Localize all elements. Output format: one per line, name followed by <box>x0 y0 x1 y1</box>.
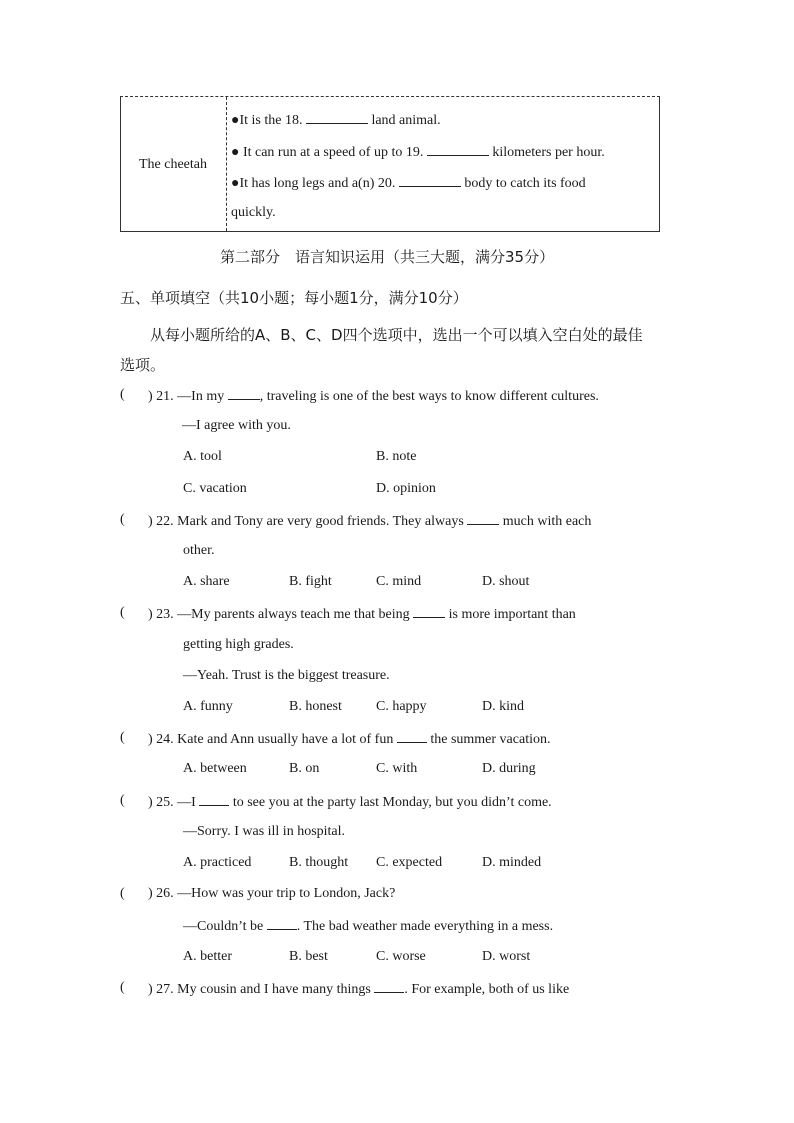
option-d[interactable]: D. kind <box>482 699 524 714</box>
answer-paren[interactable]: ( <box>120 512 125 527</box>
option-b[interactable]: B. honest <box>289 699 342 714</box>
option-c[interactable]: C. worse <box>376 949 426 964</box>
answer-blank-19[interactable] <box>427 143 489 156</box>
table-animal-cell: The cheetah <box>138 157 207 172</box>
answer-paren[interactable]: ( <box>120 387 125 402</box>
option-b[interactable]: B. best <box>289 949 328 964</box>
question-stem: ) 26. —How was your trip to London, Jack? <box>148 886 396 901</box>
answer-blank-20[interactable] <box>399 174 461 187</box>
table-bullet-18: ●It is the 18. land animal. <box>231 113 441 128</box>
option-d[interactable]: D. minded <box>482 855 542 870</box>
question-blank <box>467 512 499 525</box>
question-stem: ) 25. —I to see you at the party last Monday, but you didn’t come. <box>148 795 552 810</box>
part2-title: 第二部分 语言知识运用（共三大题，满分35分） <box>220 248 555 266</box>
question-blank <box>397 730 427 743</box>
option-a[interactable]: A. funny <box>183 699 233 714</box>
question-stem: ) 22. Mark and Tony are very good friends. They always much with each <box>148 514 592 529</box>
question-blank <box>199 793 229 806</box>
option-d[interactable]: D. shout <box>482 574 530 589</box>
question-stem-cont: getting high grades. <box>183 637 294 652</box>
section5-instruction-line1: 从每小题所给的A、B、C、D四个选项中，选出一个可以填入空白处的最佳 <box>150 326 643 344</box>
answer-paren[interactable]: ( <box>120 730 125 745</box>
option-c[interactable]: C. happy <box>376 699 427 714</box>
option-b[interactable]: B. note <box>376 449 417 464</box>
question-blank <box>374 980 404 993</box>
option-b[interactable]: B. on <box>289 761 320 776</box>
answer-paren[interactable]: ( <box>120 980 125 995</box>
section5-title: 五、单项填空（共10小题；每小题1分，满分10分） <box>120 289 468 307</box>
option-b[interactable]: B. thought <box>289 855 349 870</box>
question-stem: ) 21. —In my , traveling is one of the best ways to know different cultures. <box>148 389 599 404</box>
question-blank <box>228 387 260 400</box>
question-reply: —I agree with you. <box>182 418 291 433</box>
option-a[interactable]: A. practiced <box>183 855 252 870</box>
table-bullet-20-cont: quickly. <box>231 205 276 220</box>
question-reply: —Sorry. I was ill in hospital. <box>183 824 346 839</box>
option-c[interactable]: C. vacation <box>183 481 247 496</box>
option-d[interactable]: D. during <box>482 761 536 776</box>
option-c[interactable]: C. with <box>376 761 418 776</box>
question-stem-cont: other. <box>183 543 215 558</box>
question-stem: ) 24. Kate and Ann usually have a lot of fun the summer vacation. <box>148 732 551 747</box>
option-d[interactable]: D. worst <box>482 949 531 964</box>
answer-paren[interactable]: ( <box>120 605 125 620</box>
table-bullet-20: ●It has long legs and a(n) 20. body to catch its food <box>231 176 586 191</box>
table-bullet-19: ● It can run at a speed of up to 19. kilometers per hour. <box>231 145 605 160</box>
option-a[interactable]: A. tool <box>183 449 222 464</box>
option-d[interactable]: D. opinion <box>376 481 436 496</box>
option-c[interactable]: C. mind <box>376 574 422 589</box>
option-b[interactable]: B. fight <box>289 574 332 589</box>
question-stem: ) 23. —My parents always teach me that being is more important than <box>148 607 576 622</box>
answer-blank-18[interactable] <box>306 111 368 124</box>
question-stem: ) 27. My cousin and I have many things . For example, both of us like <box>148 982 570 997</box>
section5-instruction-line2: 选项。 <box>120 356 166 374</box>
table-divider <box>226 97 227 231</box>
option-c[interactable]: C. expected <box>376 855 443 870</box>
option-a[interactable]: A. share <box>183 574 230 589</box>
question-reply: —Yeah. Trust is the biggest treasure. <box>183 668 390 683</box>
question-reply: —Couldn’t be . The bad weather made everything in a mess. <box>183 919 554 934</box>
cheetah-table <box>120 96 660 232</box>
question-blank <box>413 605 445 618</box>
answer-paren[interactable]: ( <box>120 886 125 901</box>
option-a[interactable]: A. better <box>183 949 232 964</box>
option-a[interactable]: A. between <box>183 761 247 776</box>
question-blank <box>267 917 297 930</box>
answer-paren[interactable]: ( <box>120 793 125 808</box>
